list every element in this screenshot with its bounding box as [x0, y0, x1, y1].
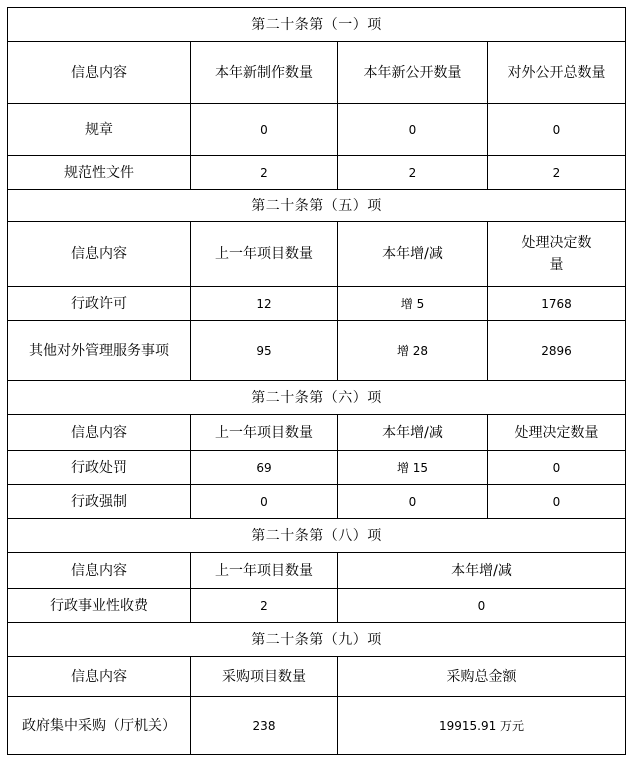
header-row	[8, 222, 626, 287]
cell-value: 238	[191, 697, 338, 755]
header-cell: 信息内容	[8, 553, 191, 589]
section-title: 第二十条第（五）项	[8, 190, 626, 222]
cell-value: 0	[488, 104, 626, 156]
header-cell: 上一年项目数量	[191, 415, 338, 451]
section-title-row	[8, 519, 626, 553]
cell-value: 0	[488, 485, 626, 519]
row-label: 规范性文件	[8, 156, 191, 190]
table-row	[8, 697, 626, 755]
table-row	[8, 287, 626, 321]
table-row	[8, 589, 626, 623]
cell-value: 69	[191, 451, 338, 485]
table-row	[8, 321, 626, 381]
header-cell: 本年新制作数量	[191, 42, 338, 104]
header-cell: 本年增/减	[338, 222, 488, 287]
row-label: 行政事业性收费	[8, 589, 191, 623]
section-title-row	[8, 381, 626, 415]
header-cell: 信息内容	[8, 415, 191, 451]
section-title-row	[8, 190, 626, 222]
row-label: 行政许可	[8, 287, 191, 321]
table-row	[8, 451, 626, 485]
row-label: 其他对外管理服务事项	[8, 321, 191, 381]
cell-value: 0	[338, 485, 488, 519]
cell-value: 0	[338, 104, 488, 156]
cell-value: 0	[191, 104, 338, 156]
cell-value: 12	[191, 287, 338, 321]
section-title: 第二十条第（八）项	[8, 519, 626, 553]
disclosure-statistics-table	[7, 7, 626, 755]
header-row	[8, 657, 626, 697]
cell-value: 1768	[488, 287, 626, 321]
section-title: 第二十条第（一）项	[8, 8, 626, 42]
cell-value: 2	[191, 156, 338, 190]
header-cell: 本年增/减	[338, 415, 488, 451]
header-cell: 本年增/减	[338, 553, 626, 589]
header-cell: 信息内容	[8, 42, 191, 104]
header-row	[8, 553, 626, 589]
header-cell: 上一年项目数量	[191, 553, 338, 589]
cell-value: 0	[488, 451, 626, 485]
header-cell: 处理决定数量	[488, 415, 626, 451]
section-title-row	[8, 8, 626, 42]
cell-value: 19915.91 万元	[338, 697, 626, 755]
disclosure-statistics-page	[7, 7, 625, 755]
row-label: 规章	[8, 104, 191, 156]
cell-value: 增 5	[338, 287, 488, 321]
header-cell: 上一年项目数量	[191, 222, 338, 287]
header-cell: 采购项目数量	[191, 657, 338, 697]
header-cell: 对外公开总数量	[488, 42, 626, 104]
cell-value: 0	[338, 589, 626, 623]
section-title-row	[8, 623, 626, 657]
cell-value: 2	[191, 589, 338, 623]
header-cell: 处理决定数量	[488, 222, 626, 287]
header-row	[8, 415, 626, 451]
row-label: 行政处罚	[8, 451, 191, 485]
header-cell: 本年新公开数量	[338, 42, 488, 104]
cell-value: 2	[338, 156, 488, 190]
cell-value: 2	[488, 156, 626, 190]
cell-value: 增 15	[338, 451, 488, 485]
table-row	[8, 156, 626, 190]
header-cell: 采购总金额	[338, 657, 626, 697]
section-title: 第二十条第（六）项	[8, 381, 626, 415]
cell-value: 增 28	[338, 321, 488, 381]
row-label: 行政强制	[8, 485, 191, 519]
cell-value: 0	[191, 485, 338, 519]
header-cell: 信息内容	[8, 222, 191, 287]
table-row	[8, 485, 626, 519]
table-row	[8, 104, 626, 156]
cell-value: 95	[191, 321, 338, 381]
section-title: 第二十条第（九）项	[8, 623, 626, 657]
row-label: 政府集中采购（厅机关）	[8, 697, 191, 755]
header-cell: 信息内容	[8, 657, 191, 697]
header-row	[8, 42, 626, 104]
cell-value: 2896	[488, 321, 626, 381]
